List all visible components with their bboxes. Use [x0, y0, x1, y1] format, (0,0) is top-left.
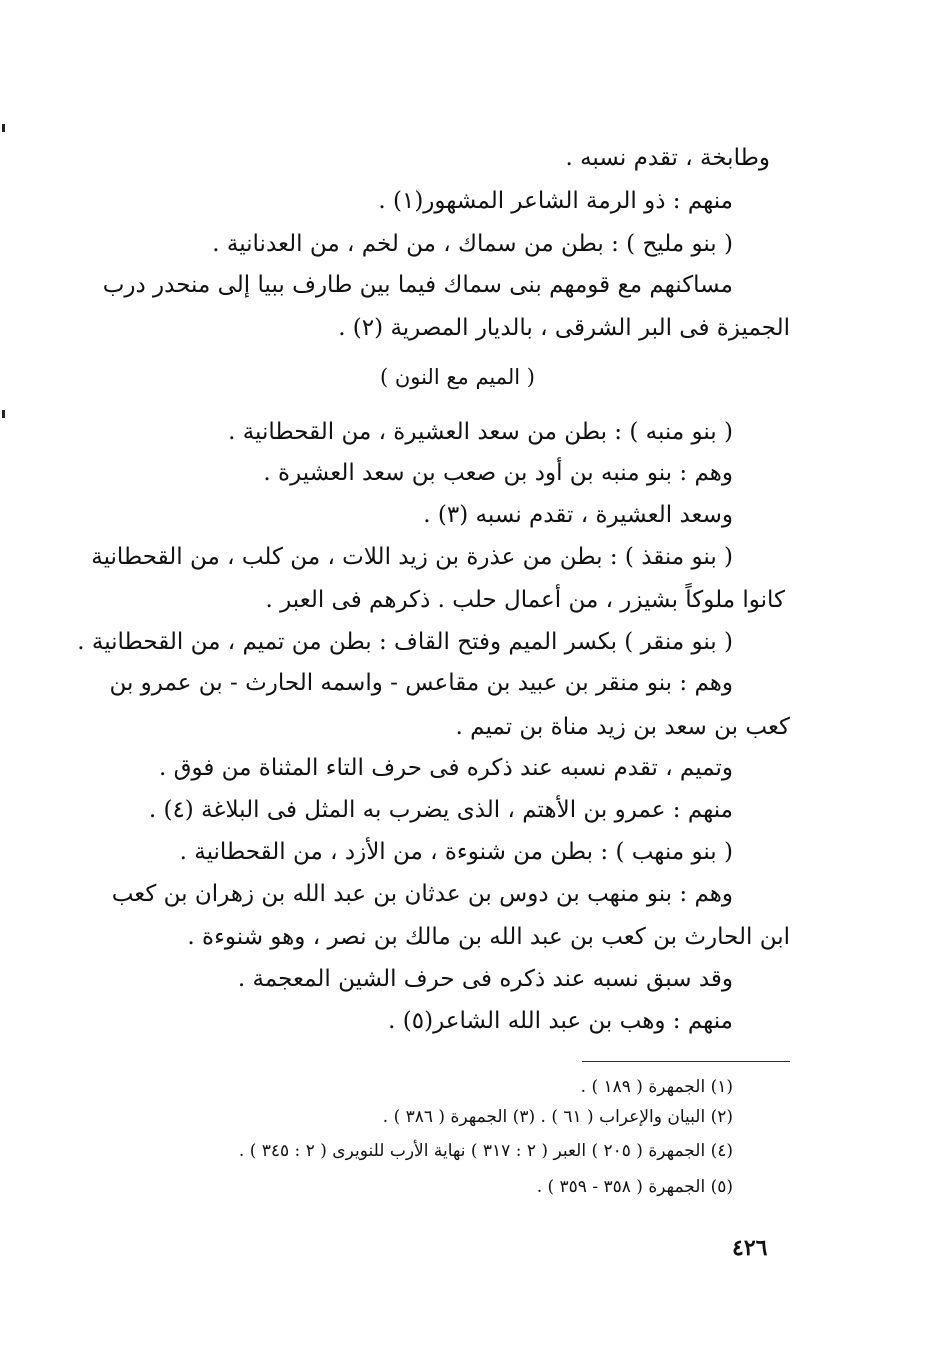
body-line: الجميزة فى البر الشرقى ، بالديار المصرية (٢) .: [338, 315, 790, 341]
body-line: ( بنو مليح ) : بطن من سماك ، من لخم ، من العدنانية .: [212, 231, 733, 257]
footnote: (٢) البيان والإعراب ( ٦١ ) . (٣) الجمهرة ( ٣٨٦ ) .: [382, 1107, 733, 1127]
body-line: ( بنو منهب ) : بطن من شنوءة ، من الأزد ، من القحطانية .: [179, 839, 733, 865]
body-line: مساكنهم مع قومهم بنى سماك فيما بين طارف ببيا إلى منحدر درب: [102, 272, 733, 298]
body-line: كعب بن سعد بن زيد مناة بن تميم .: [455, 714, 790, 740]
body-line: كانوا ملوكاً بشيزر ، من أعمال حلب . ذكرهم فى العبر .: [265, 587, 785, 613]
margin-mark: [2, 410, 5, 418]
body-line: ( بنو منقذ ) : بطن من عذرة بن زيد اللات ، من كلب ، من القحطانية: [91, 544, 733, 570]
body-line: وهم : بنو منبه بن أود بن صعب بن سعد العشيرة .: [263, 460, 733, 486]
body-line: وهم : بنو منهب بن دوس بن عدثان بن عبد الله بن زهران بن كعب: [111, 881, 733, 907]
body-line: ( بنو منبه ) : بطن من سعد العشيرة ، من القحطانية .: [228, 419, 733, 445]
body-line: وتميم ، تقدم نسبه عند ذكره فى حرف التاء المثناة من فوق .: [159, 755, 733, 781]
page-number: ٤٢٦: [732, 1235, 768, 1261]
section-heading: ( الميم مع النون ): [379, 365, 535, 389]
footnote: (٤) الجمهرة ( ٢٠٥ ) العبر ( ٢ : ٣١٧ ) نهاية الأرب للنويرى ( ٢ : ٣٤٥ ) .: [238, 1141, 733, 1161]
footnote: (١) الجمهرة ( ١٨٩ ) .: [580, 1077, 733, 1097]
body-line: وسعد العشيرة ، تقدم نسبه (٣) .: [423, 502, 733, 528]
body-line: منهم : وهب بن عبد الله الشاعر(٥) .: [388, 1008, 733, 1034]
body-line: منهم : ذو الرمة الشاعر المشهور(١) .: [378, 188, 733, 214]
body-line: وطابخة ، تقدم نسبه .: [565, 145, 770, 171]
body-line: ابن الحارث بن كعب بن عبد الله بن مالك بن نصر ، وهو شنوءة .: [187, 924, 790, 950]
body-line: منهم : عمرو بن الأهتم ، الذى يضرب به المثل فى البلاغة (٤) .: [148, 797, 733, 823]
body-line: ( بنو منقر ) بكسر الميم وفتح القاف : بطن من تميم ، من القحطانية .: [77, 629, 733, 655]
body-line: وقد سبق نسبه عند ذكره فى حرف الشين المعجمة .: [237, 966, 733, 992]
footnote-rule: [582, 1061, 790, 1062]
body-line: وهم : بنو منقر بن عبيد بن مقاعس - واسمه الحارث - بن عمرو بن: [109, 670, 733, 696]
margin-mark: [2, 124, 5, 132]
footnote: (٥) الجمهرة ( ٣٥٨ - ٣٥٩ ) .: [536, 1177, 733, 1197]
